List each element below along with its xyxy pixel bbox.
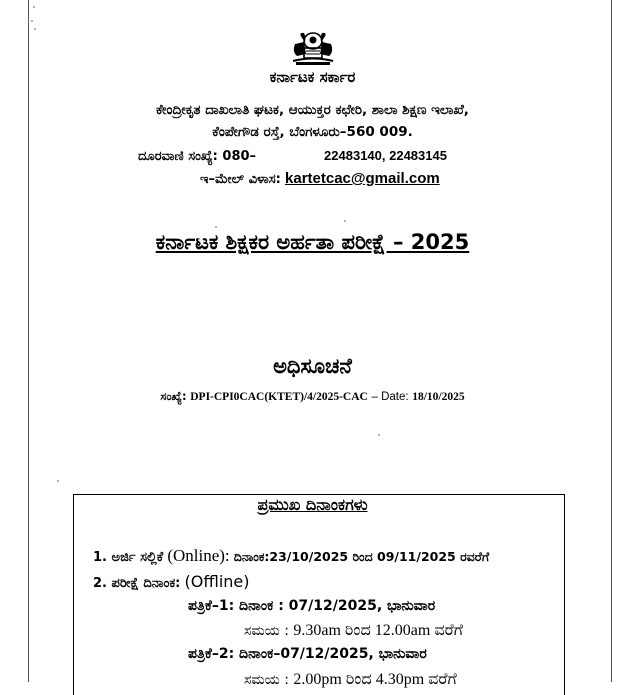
ref-date: 18/10/2025 (412, 391, 465, 403)
paper1-time-label: ಸಮಯ : (244, 623, 289, 639)
paper2-time-row (244, 671, 457, 689)
application-date-row (93, 546, 489, 566)
government-name: ಕರ್ನಾಟಕ ಸರ್ಕಾರ (269, 68, 356, 86)
phone-label: ದೂರವಾಣಿ ಸಂಖ್ಯೆ: 080– (138, 149, 257, 164)
paper1-time-row (244, 622, 463, 640)
office-address-line1: ಕೇಂದ್ರೀಕೃತ ದಾಖಲಾತಿ ಘಟಕ, ಆಯುಕ್ತರ ಕಛೇರಿ, ಶಾಲಾ ಶಿಕ್ಷಣ ಇಲಾಖೆ, (156, 102, 469, 118)
important-dates-box (73, 494, 565, 695)
office-address-line2: ಕೆಂಪೇಗೌಡ ರಸ್ತೆ, ಬೆಂಗಳೂರು–560 009. (212, 124, 413, 140)
paper2-time: 2.00pm ರಿಂದ 4.30pm ವರೆಗೆ (293, 671, 457, 688)
application-dates: ದಿನಾಂಕ:23/10/2025 ರಿಂದ 09/11/2025 ರವರೆಗೆ (233, 549, 490, 564)
paper1-time: 9.30am ರಿಂದ 12.00am ವರೆಗೆ (293, 622, 464, 639)
exam-date-row (93, 572, 250, 591)
karnataka-emblem-icon (286, 28, 340, 68)
scan-speck (33, 6, 35, 8)
paper1-date: ಪತ್ರಿಕೆ–1: ದಿನಾಂಕ : 07/12/2025, ಭಾನುವಾರ (188, 598, 436, 614)
email-link[interactable]: kartetcac@gmail.com (285, 170, 440, 187)
exam-title: ಕರ್ನಾಟಕ ಶಿಕ್ಷಕರ ಅರ್ಹತಾ ಪರೀಕ್ಷೆ – 2025 (155, 230, 470, 254)
scan-speck (215, 226, 217, 228)
important-dates-heading: ಪ್ರಮುಖ ದಿನಾಂಕಗಳು (257, 495, 368, 514)
exam-date-label: 2. ಪರೀಕ್ಷೆ ದಿನಾಂಕ: (93, 576, 181, 591)
scan-speck (57, 480, 59, 482)
notification-reference (0, 389, 625, 404)
application-label: 1. ಅರ್ಜಿ ಸಲ್ಲಿಕೆ (93, 550, 164, 565)
scan-speck (378, 434, 380, 436)
application-mode: (Online): (167, 546, 230, 565)
phone-numbers: 22483140, 22483145 (324, 148, 447, 163)
scan-speck (344, 220, 346, 222)
notification-heading: ಅಧಿಸೂಚನೆ (273, 354, 352, 378)
ref-number: DPI-CPI0CAC(KTET)/4/2025-CAC (190, 391, 368, 403)
paper2-time-label: ಸಮಯ : (244, 672, 289, 688)
scan-speck (31, 20, 33, 22)
ref-label: ಸಂಖ್ಯೆ: (160, 389, 187, 403)
ref-date-label: – Date: (371, 391, 409, 403)
scan-speck (34, 28, 36, 30)
email-label: ಇ–ಮೇಲ್ ವಿಳಾಸ: (200, 172, 281, 187)
phone-line (138, 148, 447, 164)
email-line (200, 170, 440, 187)
paper2-date: ಪತ್ರಿಕೆ–2: ದಿನಾಂಕ–07/12/2025, ಭಾನುವಾರ (188, 646, 427, 662)
exam-mode: (Offline) (184, 572, 250, 591)
